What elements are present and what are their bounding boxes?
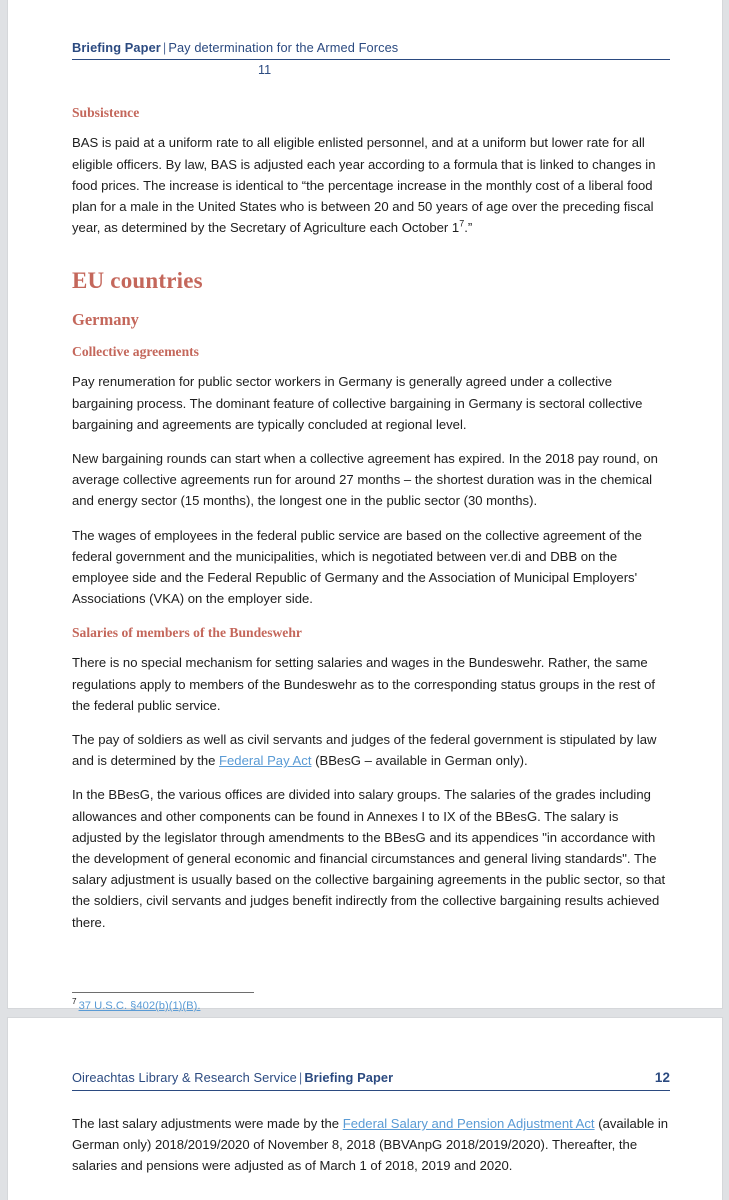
paragraph-bundeswehr-1: There is no special mechanism for setting salaries and wages in the Bundeswehr. Rather, the same regulations apply to members of the Bundeswehr as to the corresponding status groups in the rest of the federal public service.: [72, 655, 656, 713]
paragraph-collective-1: Pay renumeration for public sector workers in Germany is generally agreed under a collective bargaining process. The dominant feature of collective bargaining in Germany is sectoral collective bargaining and agreements are typically concluded at regional level.: [72, 374, 643, 432]
paragraph-salary-adjustment-tail: (available in German only) 2018/2019/2020 of November 8, 2018 (BBVAnpG 2018/2019/2020). Thereafter, the salaries and pensions were adjusted as of March 1 of 2018, 2019 and 2020.: [72, 1116, 669, 1174]
document-page-12: [8, 1018, 722, 1200]
page-12-running-head: [72, 1070, 670, 1086]
running-head-brand-2: Briefing Paper: [304, 1070, 394, 1085]
heading-subsistence: Subsistence: [72, 105, 140, 121]
link-footnote-37-usc[interactable]: 37 U.S.C. §402(b)(1)(B).: [78, 999, 201, 1012]
paragraph-salary-adjustment: [72, 1113, 670, 1177]
running-head-rule-2: [72, 1090, 670, 1091]
paragraph-subsistence-text: BAS is paid at a uniform rate to all eligible enlisted personnel, and at a uniform but lower rate for all eligible officers. By law, BAS is adjusted each year according to a formula that is linked to changes in food prices. The increase is identical to “the percentage increase in the monthly cost of a liberal food plan for a male in the United States who is between 20 and 50 years of age over the preceding fiscal year, as determined by the Secretary of Agriculture each October 1: [72, 135, 656, 236]
running-head-rule: [72, 59, 670, 60]
heading-collective-agreements: Collective agreements: [72, 344, 199, 360]
running-head-subtitle: Pay determination for the Armed Forces: [168, 40, 399, 55]
page-11-running-head: [72, 40, 670, 55]
footnote-separator: [72, 992, 254, 993]
footnote-marker-7: 7: [459, 218, 465, 229]
paragraph-bundeswehr-2-lead: The pay of soldiers as well as civil servants and judges of the federal government is stipulated by law and is determined by the: [72, 732, 657, 769]
document-page-11: [8, 0, 722, 1012]
paragraph-subsistence: [72, 132, 670, 238]
running-head-brand: Briefing Paper: [72, 40, 161, 55]
paragraph-collective-3: The wages of employees in the federal public service are based on the collective agreement of the federal government and the municipalities, which is negotiated between ver.di and DBB on the employee side and the Federal Republic of Germany and the Association of Municipal Employers' Associations (VKA) on the employer side.: [72, 527, 642, 607]
link-federal-pay-act[interactable]: Federal Pay Act: [219, 753, 312, 769]
running-head-left-group: [72, 1070, 393, 1085]
footnote-7: [72, 999, 670, 1015]
paragraph-salary-adjustment-lead: The last salary adjustments were made by the: [72, 1116, 343, 1132]
paragraph-subsistence-tail: .”: [464, 220, 473, 236]
page-12-number: 12: [654, 1070, 670, 1085]
paragraph-bundeswehr-2: [72, 729, 670, 771]
heading-eu-countries: EU countries: [72, 268, 203, 294]
heading-bundeswehr-salaries: Salaries of members of the Bundeswehr: [72, 625, 302, 641]
running-head-separator: |: [162, 40, 167, 55]
paragraph-bundeswehr-2-tail: (BBesG – available in German only).: [311, 753, 528, 769]
page-11-number: 11: [258, 63, 272, 78]
footnote-gap: [72, 946, 670, 992]
footnote-7-marker: 7: [72, 997, 77, 1007]
running-head-separator-2: |: [298, 1070, 303, 1085]
heading-germany: Germany: [72, 310, 139, 330]
link-federal-salary-pension-act[interactable]: Federal Salary and Pension Adjustment Act: [342, 1116, 595, 1132]
paragraph-collective-2: New bargaining rounds can start when a collective agreement has expired. In the 2018 pay round, on average collective agreements run for around 27 months – the shortest duration was in the chemical and energy sector (15 months), the longest one in the public sector (30 months).: [72, 450, 658, 509]
running-head-organisation: Oireachtas Library & Research Service: [72, 1070, 297, 1085]
paragraph-bbesg: In the BBesG, the various offices are divided into salary groups. The salaries of the grades including allowances and other components can be found in Annexes I to IX of the BBesG. The salary is adjusted by the legislator through amendments to the BBesG and its appendices "in accordance with the development of general economic and financial circumstances and general living standards". The salary adjustment is usually based on the collective bargaining agreements in the public sector, so that the soldiers, civil servants and judges benefit indirectly from the collective bargaining results achieved there.: [72, 787, 666, 930]
